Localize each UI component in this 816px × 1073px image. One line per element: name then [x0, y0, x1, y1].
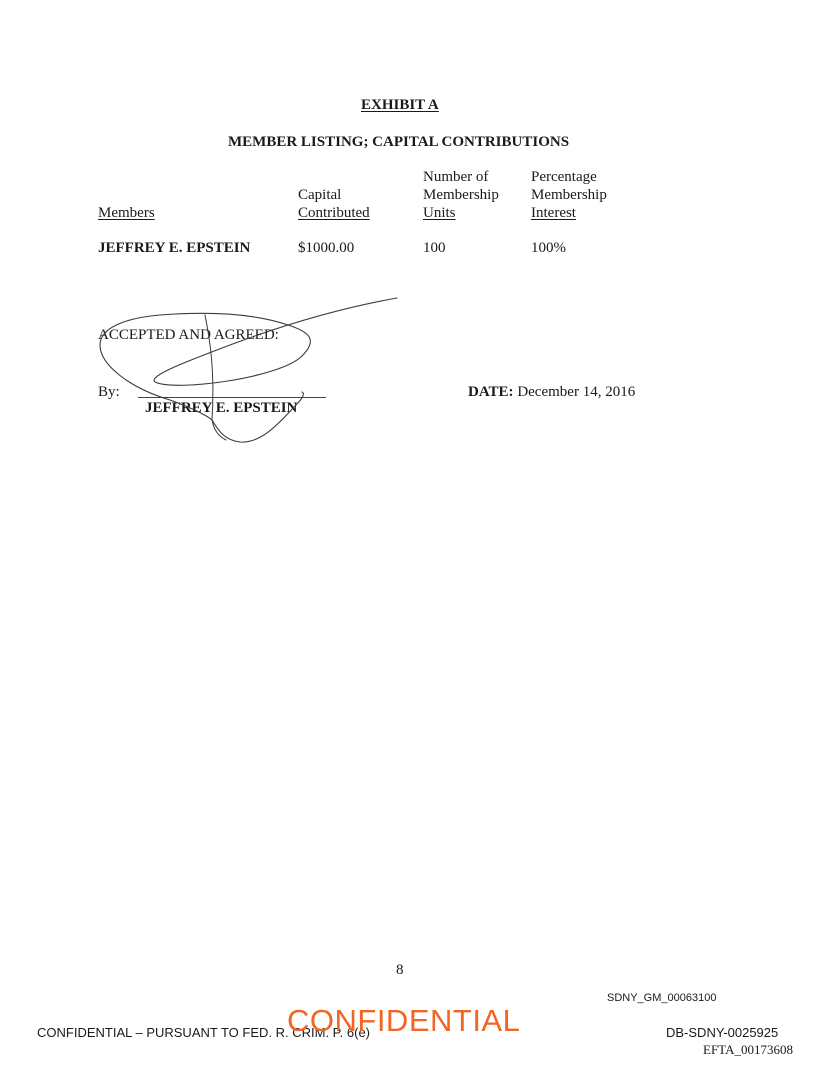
row-interest: 100% — [531, 240, 566, 256]
bates-efta: EFTA_00173608 — [703, 1042, 793, 1057]
page-number: 8 — [396, 962, 404, 978]
header-interest-line3: Interest — [531, 205, 576, 221]
date-label: DATE: — [468, 384, 514, 400]
header-members: Members — [98, 205, 155, 221]
signer-name: JEFFREY E. EPSTEIN — [145, 400, 298, 416]
date-field — [468, 384, 635, 401]
confidential-stamp: CONFIDENTIAL — [287, 1003, 521, 1038]
header-interest-line1: Percentage — [531, 169, 597, 185]
bates-db: DB-SDNY-0025925 — [666, 1025, 779, 1040]
row-capital: $1000.00 — [298, 240, 355, 256]
row-units: 100 — [423, 240, 446, 256]
exhibit-title: EXHIBIT A — [361, 97, 439, 113]
header-interest-line2: Membership — [531, 187, 607, 203]
row-member: JEFFREY E. EPSTEIN — [98, 240, 251, 256]
confidential-notice: CONFIDENTIAL – PURSUANT TO FED. R. CRIM. P. 6(e) — [37, 1025, 371, 1040]
bates-sdny: SDNY_GM_00063100 — [607, 992, 717, 1004]
by-label: By: — [98, 384, 120, 400]
accepted-and-agreed: ACCEPTED AND AGREED: — [98, 327, 279, 343]
header-capital-line2: Contributed — [298, 205, 370, 221]
header-units-line1: Number of — [423, 169, 489, 185]
header-capital-line1: Capital — [298, 187, 342, 203]
signature-line — [138, 397, 326, 398]
header-units-line3: Units — [423, 205, 456, 221]
section-title: MEMBER LISTING; CAPITAL CONTRIBUTIONS — [228, 134, 570, 150]
date-value: December 14, 2016 — [517, 384, 636, 400]
header-units-line2: Membership — [423, 187, 499, 203]
